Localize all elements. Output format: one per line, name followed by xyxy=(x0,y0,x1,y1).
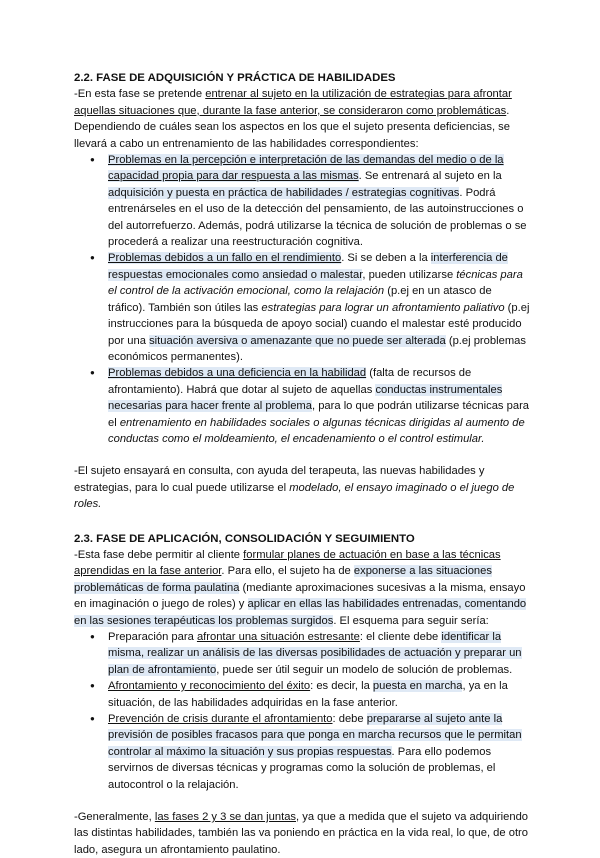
section-closing-paragraph xyxy=(74,463,530,512)
intro-text: . Para ello, el sujeto ha de xyxy=(221,565,354,578)
closing-text: -El sujeto ensayará en consulta, con ayuda del terapeuta, las nuevas habilidades y estrategias, para lo cual puede utilizarse el xyxy=(74,465,485,494)
item-text: , para lo que podrán utilizarse técnicas para el xyxy=(108,400,530,429)
item-heading: Problemas en la percepción e interpretación de las demandas del medio o de la capacidad propia para dar respuesta a las mismas xyxy=(108,154,504,183)
item-text: . Se entrenará al sujeto en la xyxy=(358,170,502,183)
highlighted-text: interferencia de respuestas emocionales como ansiedad o malestar xyxy=(108,252,508,281)
item-heading: Problemas debidos a un fallo en el rendimiento xyxy=(108,252,342,265)
spacer xyxy=(74,447,530,463)
highlighted-text: conductas instrumentales necesarias para hacer frente al problema xyxy=(108,383,503,413)
list-item-habilidad xyxy=(108,365,530,447)
item-heading: Prevención de crisis durante el afrontamiento xyxy=(108,713,333,726)
italic-text: modelado, el ensayo imaginado o el juego de roles. xyxy=(74,481,515,511)
underlined-text: las fases 2 y 3 se dan juntas xyxy=(154,811,297,824)
section-heading-adquisicion: 2.2. FASE DE ADQUISICIÓN Y PRÁCTICA DE HABILIDADES xyxy=(74,72,396,84)
spacer xyxy=(74,513,530,531)
application-scheme-list xyxy=(74,629,530,793)
section-intro-paragraph xyxy=(74,86,530,152)
item-text: . Si se deben a la xyxy=(341,252,431,265)
list-item-afrontamiento xyxy=(108,678,530,711)
item-heading: Problemas debidos a una deficiencia en la habilidad xyxy=(108,367,367,380)
item-text: , puede ser útil seguir un modelo de solución de problemas. xyxy=(216,663,513,676)
underlined-text: formular planes de actuación en base a las técnicas aprendidas en la fase anterior xyxy=(74,548,501,578)
highlighted-text: puesta en marcha xyxy=(372,680,463,693)
item-text: : el cliente debe xyxy=(359,631,442,643)
list-item-rendimiento xyxy=(108,250,530,365)
section-closing-paragraph xyxy=(74,809,530,858)
highlighted-text: situación aversiva o amenazante que no puede ser alterada xyxy=(149,334,446,347)
list-item-prevencion xyxy=(108,711,530,793)
item-text: Preparación para xyxy=(108,631,197,643)
highlighted-text: aplicar en ellas las habilidades entrenadas, comentando en las sesiones terapéuticas los problemas surgidos xyxy=(74,598,527,627)
item-text: , ya en la situación, de las habilidades adquiridas en la fase anterior. xyxy=(108,680,508,709)
item-text: . Podrá entrenárseles en el uso de la detección del pensamiento, de las autoinstrucciones o del autorrefuerzo. Además, podrá utilizarse la técnica de solución de problemas o se procederá a realizar una reestructuración cognitiva. xyxy=(108,186,527,249)
italic-text: estrategias para lograr un afrontamiento paliativo xyxy=(261,301,505,314)
list-item-percepcion xyxy=(108,152,530,250)
item-text: . Para ello podemos servirnos de diversas técnicas y programas como la solución de problemas, el autocontrol o la relajación. xyxy=(108,745,496,791)
highlighted-text: prepararse al sujeto ante la previsión de posibles fracasos para que ponga en marcha recursos que le permitan controlar al máximo la situación y sus propias respuestas xyxy=(108,713,522,758)
highlighted-text: identificar la misma, realizar un análisis de las diversas posibilidades de actuación y preparar un plan de afrontamiento xyxy=(108,631,522,676)
closing-text: , ya que a medida que el sujeto va adquiriendo las distintas habilidades, también las va poniendo en práctica en la vida real, lo que, de otro lado, asegura un afrontamiento paulatino. xyxy=(74,811,529,856)
intro-text: . El esquema para seguir sería: xyxy=(333,614,489,627)
document-page xyxy=(74,70,530,858)
item-text: (p.ej instrucciones para la búsqueda de apoyo social) cuando el malestar esté producido por una xyxy=(108,301,530,347)
closing-text: -Generalmente, xyxy=(74,811,155,824)
intro-text: (mediante aproximaciones sucesivas a la misma, ensayo en imaginación o juego de roles) y xyxy=(74,581,526,611)
spacer xyxy=(74,793,530,809)
item-text: , pueden utilizarse xyxy=(362,268,457,281)
item-text: (falta de recursos de afrontamiento). Habrá que dotar al sujeto de aquellas xyxy=(108,367,472,396)
highlighted-text: exponerse a las situaciones problemáticas de forma paulatina xyxy=(74,565,492,594)
intro-text: -En esta fase se pretende xyxy=(74,88,206,101)
item-text: : debe xyxy=(332,713,367,726)
intro-text-end: . Dependiendo de cuáles sean los aspectos en los que el sujeto presenta deficiencias, se llevará a cabo un entrenamiento de las habilidades correspondientes: xyxy=(74,104,510,150)
item-text: (p.ej problemas económicos permanentes). xyxy=(108,334,526,363)
item-text: (p.ej en un atasco de tráfico). También son útiles las xyxy=(108,285,492,314)
list-item-preparacion xyxy=(108,629,530,678)
italic-text: técnicas para el control de la activación emocional, como la relajación xyxy=(108,268,523,298)
italic-text: entrenamiento en habilidades sociales o algunas técnicas dirigidas al aumento de conductas como el moldeamiento, el encadenamiento o el control estimular. xyxy=(108,416,525,445)
highlighted-text: adquisición y puesta en práctica de habilidades / estrategias cognitivas xyxy=(108,186,460,199)
intro-text: -Esta fase debe permitir al cliente xyxy=(74,548,244,561)
item-text: : es decir, la xyxy=(310,680,373,693)
section-heading-aplicacion: 2.3. FASE DE APLICACIÓN, CONSOLIDACIÓN Y SEGUIMIENTO xyxy=(74,532,415,545)
section-intro-paragraph xyxy=(74,547,530,629)
underlined-text: afrontar una situación estresante xyxy=(196,631,360,643)
underlined-text: entrenar al sujeto en la utilización de estrategias para afrontar aquellas situaciones que, durante la fase anterior, se consideraron como problemáticas xyxy=(74,88,512,117)
skills-problem-list xyxy=(74,152,530,447)
item-heading: Afrontamiento y reconocimiento del éxito xyxy=(108,680,311,693)
